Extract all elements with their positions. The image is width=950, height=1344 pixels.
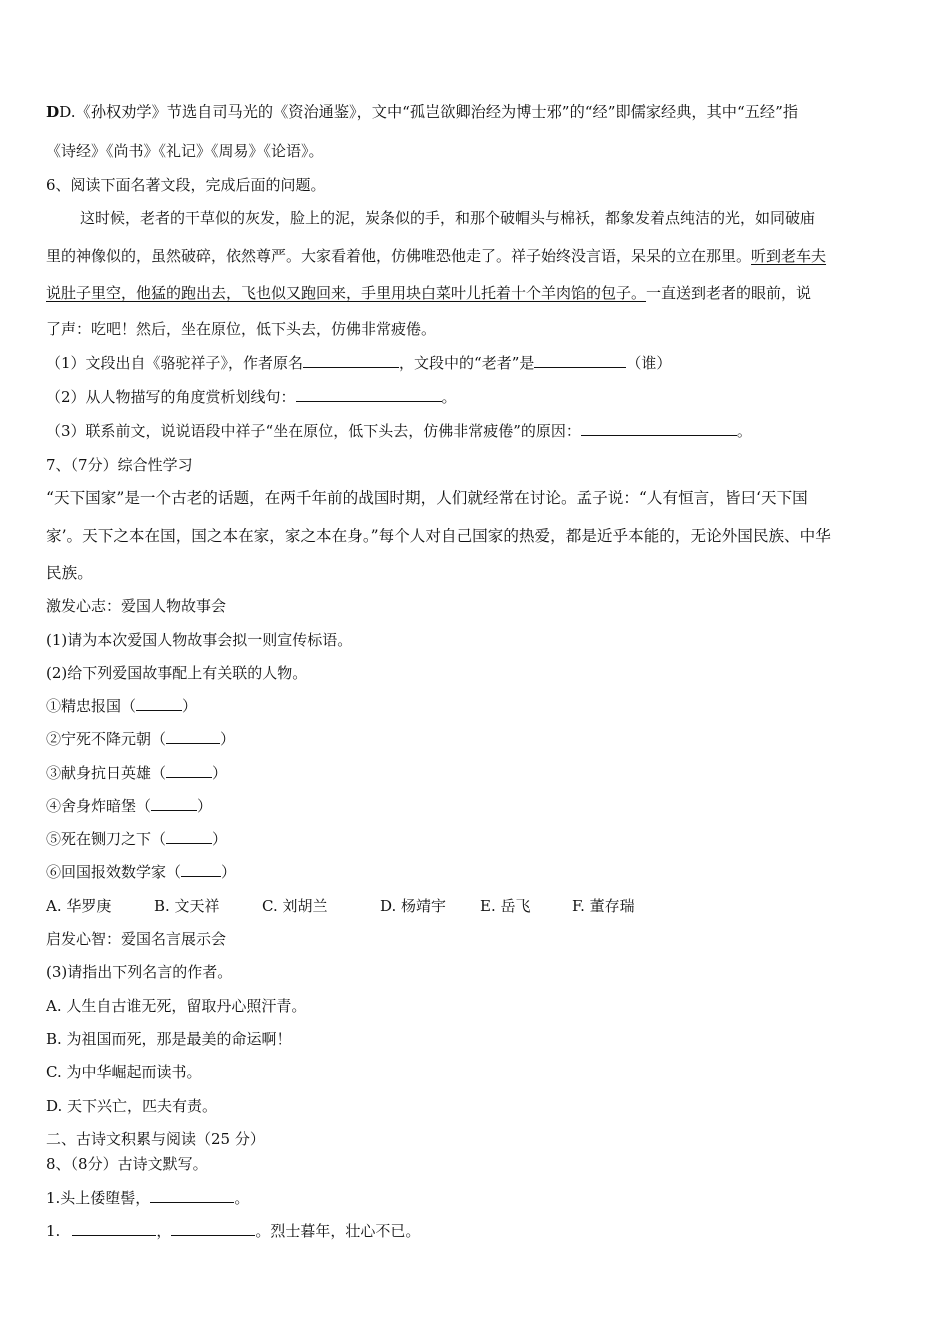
answer-blank[interactable] (296, 387, 442, 402)
story-item: ④舍身炸暗堡（ ） (46, 797, 213, 815)
q7-prompt3: (3)请指出下列名言的作者。 (46, 963, 233, 981)
story-item: ⑥回国报效数学家（ ） (46, 863, 237, 881)
quote-item: C. 为中华崛起而读书。 (46, 1063, 202, 1081)
q8-line1: 1.头上倭堕髻， 。 (46, 1189, 250, 1207)
answer-blank[interactable] (166, 729, 220, 744)
answer-blank[interactable] (166, 763, 212, 778)
q6-passage-line4: 了声：吃吧！然后，坐在原位，低下头去，仿佛非常疲倦。 (46, 320, 437, 338)
answer-blank[interactable] (171, 1221, 255, 1236)
answer-blank[interactable] (72, 1221, 156, 1236)
underlined-sentence: 说肚子里空，他猛的跑出去，飞也似又跑回来，手里用块白菜叶儿托着十个羊肉馅的包子。 (46, 284, 647, 302)
option-e: E. 岳飞 (480, 897, 531, 915)
quote-item: B. 为祖国而死，那是最美的命运啊！ (46, 1030, 292, 1048)
q5-option-d-line1 (46, 102, 798, 122)
q6-passage-line3: 说肚子里空，他猛的跑出去，飞也似又跑回来，手里用块白菜叶儿托着十个羊肉馅的包子。一直送到老者的眼前，说 (46, 284, 812, 302)
q7-intro-line2: 家’。天下之本在国，国之本在家，家之本在身。”每个人对自己国家的热爱，都是近乎本能的，无论外国民族、中华 (46, 527, 831, 545)
option-c: C. 刘胡兰 (262, 897, 328, 915)
story-item: ⑤死在铡刀之下（ ） (46, 830, 228, 848)
q7-prompt2: (2)给下列爱国故事配上有关联的人物。 (46, 664, 308, 682)
answer-blank[interactable] (166, 829, 212, 844)
q6-passage-line1: 这时候，老者的干草似的灰发，脸上的泥，炭条似的手，和那个破帽头与棉袄，都象发着点纯洁的光，如同破庙 (80, 209, 816, 227)
quote-item: D. 天下兴亡，匹夫有责。 (46, 1097, 218, 1115)
story-item: ③献身抗日英雄（ ） (46, 764, 228, 782)
q8-line2: 1. ， 。烈士暮年，壮心不已。 (46, 1222, 421, 1240)
q8-heading: 8、（8分）古诗文默写。 (46, 1155, 208, 1173)
quote-item: A. 人生自古谁无死，留取丹心照汗青。 (46, 997, 307, 1015)
q5-option-d-line2: 《诗经》《尚书》《礼记》《周易》《论语》。 (46, 142, 324, 160)
option-d: D. 杨靖宇 (380, 897, 447, 915)
q7-intro-line1: “天下国家”是一个古老的话题，在两千年前的战国时期，人们就经常在讨论。孟子说：“人有恒言，皆曰‘天下国 (46, 489, 808, 507)
answer-blank[interactable] (150, 1188, 234, 1203)
q6-sub2: （2）从人物描写的角度赏析划线句： 。 (46, 388, 457, 406)
q6-passage-line2: 里的神像似的，虽然破碎，依然尊严。大家看着他，仿佛唯恐他走了。祥子始终没言语，呆呆的立在那里。听到老车夫 (46, 247, 827, 265)
q5-option-d-text: D.《孙权劝学》节选自司马光的《资治通鉴》，文中“孤岂欲卿治经为博士邪”的“经”即儒家经典，其中“五经”指 (59, 103, 799, 121)
option-f: F. 董存瑞 (572, 897, 635, 915)
answer-blank[interactable] (151, 796, 197, 811)
q7-intro-line3: 民族。 (46, 564, 93, 582)
option-a: A. 华罗庚 (46, 897, 112, 915)
part2-heading: 二、古诗文积累与阅读（25 分） (46, 1130, 265, 1148)
answer-blank[interactable] (303, 353, 399, 368)
option-letter: D (46, 103, 60, 121)
q7-section2-title: 启发心智：爱国名言展示会 (46, 930, 227, 948)
person-options (46, 896, 662, 916)
q7-section1-title: 激发心志：爱国人物故事会 (46, 597, 227, 615)
q6-sub3: （3）联系前文，说说语段中祥子“坐在原位，低下头去，仿佛非常疲倦”的原因： 。 (46, 422, 752, 440)
q6-heading: 6、阅读下面名著文段，完成后面的问题。 (46, 176, 326, 194)
q6-sub1: （1）文段出自《骆驼祥子》，作者原名 ，文段中的“老者”是 （谁） (46, 354, 672, 372)
answer-blank[interactable] (181, 862, 221, 877)
answer-blank[interactable] (534, 353, 626, 368)
option-b: B. 文天祥 (154, 897, 220, 915)
underlined-sentence: 听到老车夫 (751, 247, 827, 265)
q7-prompt1: (1)请为本次爱国人物故事会拟一则宣传标语。 (46, 631, 353, 649)
q7-heading: 7、（7分）综合性学习 (46, 456, 193, 474)
story-item: ①精忠报国（ ） (46, 697, 198, 715)
answer-blank[interactable] (581, 421, 737, 436)
answer-blank[interactable] (136, 696, 182, 711)
story-item: ②宁死不降元朝（ ） (46, 730, 236, 748)
